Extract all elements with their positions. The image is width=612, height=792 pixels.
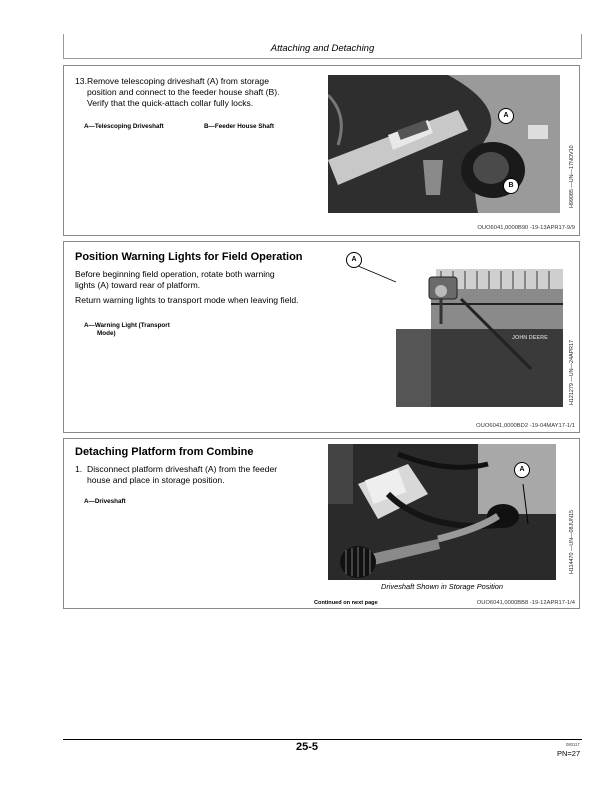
callout-line: Mode)	[97, 330, 116, 337]
callout-leader-line	[354, 262, 399, 287]
paragraph-line: Before beginning field operation, rotate both warning	[75, 269, 275, 279]
section-attach-driveshaft	[63, 65, 580, 236]
label-a-marker: A	[346, 252, 362, 268]
step-text-line: house and place in storage position.	[87, 475, 225, 485]
warning-light-photo	[391, 269, 563, 407]
step-text-line: position and connect to the feeder house shaft (B).	[87, 87, 280, 97]
callout-a: A—Telescoping Driveshaft	[84, 123, 164, 130]
callout-a	[84, 322, 170, 338]
ref-code: OUO6041,0000BB8 -19-12APR17-1/4	[476, 600, 575, 606]
step-text-line: Verify that the quick-attach collar fully locks.	[87, 98, 254, 108]
driveshaft-storage-photo	[328, 444, 556, 580]
label-a-marker: A	[514, 462, 530, 478]
brand-text: JOHN DEERE	[512, 335, 548, 341]
ref-code: OUO6041,0000BD2 -19-04MAY17-1/1	[476, 423, 575, 429]
callout-b: B—Feeder House Shaft	[204, 123, 274, 130]
figure-caption: Driveshaft Shown in Storage Position	[380, 582, 503, 591]
step-text-line: Remove telescoping driveshaft (A) from storage	[87, 76, 269, 86]
step-text	[87, 76, 332, 109]
section-title: Detaching Platform from Combine	[75, 446, 254, 458]
paragraph-line: lights (A) toward rear of platform.	[75, 280, 201, 290]
continued-note: Continued on next page	[314, 600, 378, 606]
pn-number: PN=27	[557, 749, 581, 758]
image-id: H121279 —UN—24APR17	[569, 339, 575, 405]
page-number: 25-5	[296, 741, 319, 753]
section-title: Position Warning Lights for Field Operation	[75, 251, 303, 263]
image-id: H99085 —UN—17NOV10	[569, 145, 575, 208]
step-text	[87, 464, 332, 486]
driveshaft-photo	[328, 75, 560, 213]
section-detach-platform	[63, 438, 580, 609]
footer-rule	[63, 739, 582, 740]
image-id: H114470 —UN—08JUN15	[569, 509, 575, 574]
step-text-line: Disconnect platform driveshaft (A) from the feeder	[87, 464, 278, 474]
paragraph	[75, 269, 325, 291]
step-number: 1.	[75, 464, 83, 474]
footer-code: 080117	[566, 742, 580, 747]
label-b-marker: B	[503, 178, 519, 194]
paragraph: Return warning lights to transport mode when leaving field.	[75, 295, 299, 305]
section-warning-lights	[63, 241, 580, 433]
label-a-marker: A	[498, 108, 514, 124]
ref-code: OUO6041,0000B90 -19-13APR17-9/9	[477, 225, 575, 231]
callout-a: A—Driveshaft	[84, 498, 126, 505]
callout-line: A—Warning Light (Transport	[84, 322, 170, 329]
page-header-title: Attaching and Detaching	[270, 43, 375, 54]
step-number: 13.	[75, 76, 87, 86]
